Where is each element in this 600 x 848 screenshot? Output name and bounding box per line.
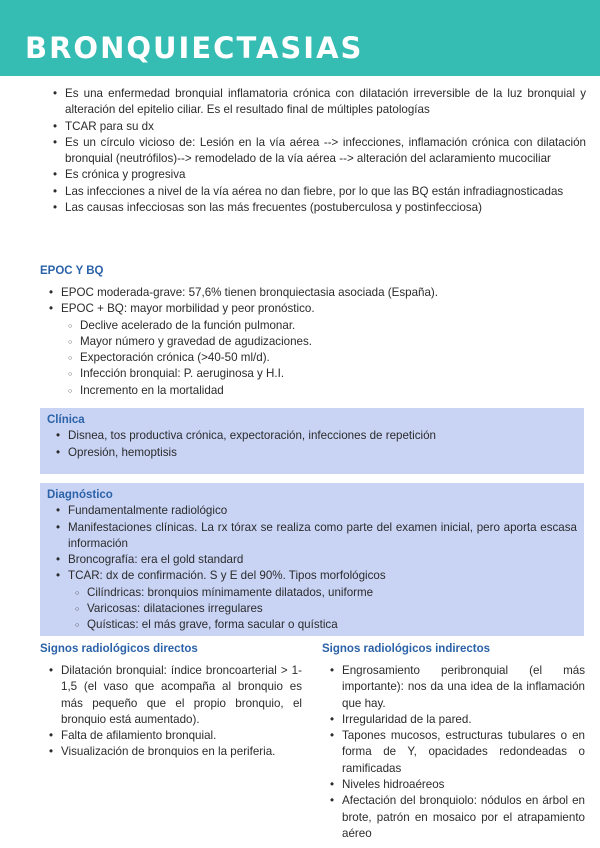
sub-list-item: ○ Incremento en la mortalidad [67,383,578,399]
page-title: BRONQUIECTASIAS [25,31,364,65]
sub-list-item: ○ Mayor número y gravedad de agudizaciones. [67,334,578,350]
sub-list-item: ○ Declive acelerado de la función pulmonar. [67,318,578,334]
list-item: • Fundamentalmente radiológico [55,503,577,519]
indirectos-list [329,663,585,842]
sub-list-item: ○ Cilíndricas: bronquios mínimamente dilatados, uniforme [74,585,577,601]
intro-list [52,86,586,216]
list-item: • Falta de afilamiento bronquial. [48,728,302,744]
list-item: • Dilatación bronquial: índice broncoarterial > 1-1,5 (el vaso que acompaña al bronquio es más pequeño que el propio bronquio, el bronquio está aumentado). [48,663,302,728]
list-item: • Disnea, tos productiva crónica, expectoración, infecciones de repetición [55,428,575,444]
list-item: • Opresión, hemoptisis [55,445,575,461]
list-item: • Es crónica y progresiva [52,167,586,183]
epoc-section [48,285,578,399]
sub-list-item: ○ Varicosas: dilataciones irregulares [74,601,577,617]
list-item-text: TCAR: dx de confirmación. S y E del 90%. Tipos morfológicos [68,569,386,583]
epoc-title: EPOC Y BQ [40,265,104,277]
list-item-text: EPOC + BQ: mayor morbilidad y peor pronóstico. [61,302,315,316]
indirectos-section [329,663,585,842]
directos-section [48,663,302,761]
sub-list-item: ○ Expectoración crónica (>40-50 ml/d). [67,350,578,366]
diagnostico-box [40,483,584,636]
list-item: • Irregularidad de la pared. [329,712,585,728]
list-item: • Visualización de bronquios en la periferia. [48,744,302,760]
title-banner [0,0,600,76]
clinica-list [55,428,575,461]
list-item: • Las infecciones a nivel de la vía aérea no dan fiebre, por lo que las BQ están infradiagnosticadas [52,184,586,200]
diagnostico-sublist [74,585,577,634]
diagnostico-content [47,487,577,634]
diagnostico-list [55,503,577,633]
list-item [55,568,577,633]
clinica-box [40,408,584,474]
directos-title: Signos radiológicos directos [40,643,198,655]
sub-list-item: ○ Quísticas: el más grave, forma sacular o quística [74,617,577,633]
indirectos-title: Signos radiológicos indirectos [322,643,491,655]
list-item: • Las causas infecciosas son las más frecuentes (postuberculosa y postinfecciosa) [52,200,586,216]
list-item: • Niveles hidroaéreos [329,777,585,793]
list-item: • Es una enfermedad bronquial inflamatoria crónica con dilatación irreversible de la luz bronquial y alteración del epitelio ciliar. Es el resultado final de múltiples patologías [52,86,586,119]
sub-list-item: ○ Infección bronquial: P. aeruginosa y H.I. [67,366,578,382]
list-item: • Tapones mucosos, estructuras tubulares o en forma de Y, opacidades redondeadas o ramificadas [329,728,585,777]
epoc-sublist [67,318,578,399]
epoc-list [48,285,578,399]
clinica-content [47,412,575,461]
list-item: • EPOC moderada-grave: 57,6% tienen bronquiectasia asociada (España). [48,285,578,301]
list-item: • Afectación del bronquiolo: nódulos en árbol en brote, patrón en mosaico por el atrapamiento aéreo [329,793,585,842]
diagnostico-title: Diagnóstico [47,489,113,501]
clinica-title: Clínica [47,414,85,426]
list-item: • Manifestaciones clínicas. La rx tórax se realiza como parte del examen inicial, pero aporta escasa información [55,520,577,553]
directos-list [48,663,302,761]
list-item: • Broncografía: era el gold standard [55,552,577,568]
list-item: • TCAR para su dx [52,119,586,135]
list-item: • Engrosamiento peribronquial (el más importante): nos da una idea de la inflamación que hay. [329,663,585,712]
list-item [48,301,578,399]
list-item: • Es un círculo vicioso de: Lesión en la vía aérea --> infecciones, inflamación crónica con dilatación bronquial (neutrófilos)--> remodelado de la vía aérea --> alteración del aclaramiento mucociliar [52,135,586,168]
intro-section [52,86,586,216]
